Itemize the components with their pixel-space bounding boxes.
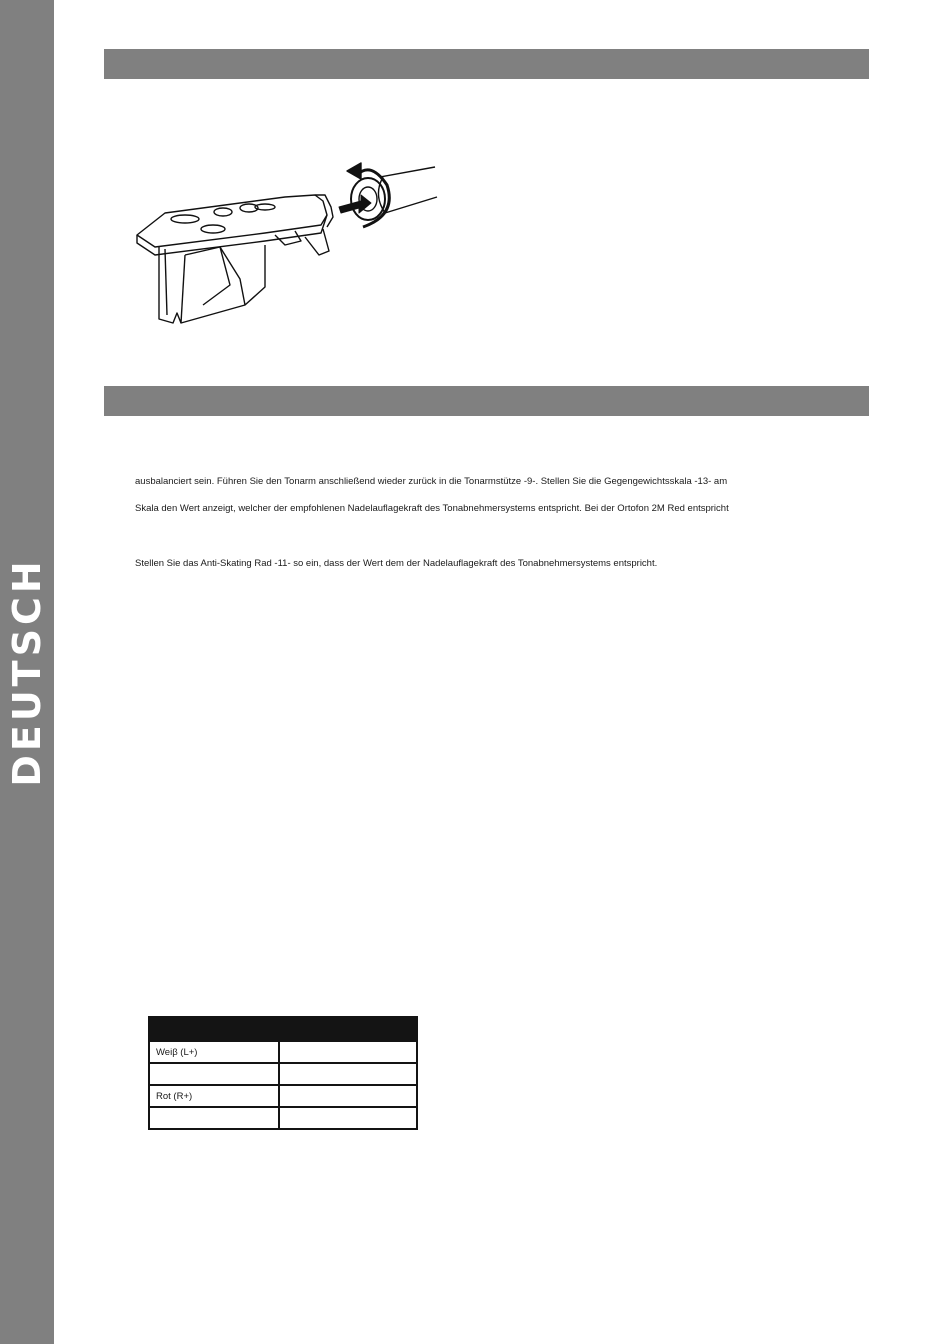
table-row [149,1107,417,1129]
language-side-tab [0,0,54,1344]
headshell-cartridge-mounting-icon [125,155,455,335]
table-cell [279,1063,417,1085]
table-cell [149,1063,279,1085]
table-row [149,1041,417,1063]
table-header-cell [279,1017,417,1041]
table-cell: Rot (R+) [149,1085,279,1107]
section-header-bar [104,49,869,79]
table-row [149,1063,417,1085]
instruction-paragraph: Skala den Wert anzeigt, welcher der empfohlenen Nadelauflagekraft des Tonabnehmersystems entspricht. Bei der Ortofon 2M Red entspricht [135,502,729,514]
language-label: DEUTSCH [5,557,49,787]
table-cell [149,1107,279,1129]
table-cell [279,1107,417,1129]
table-cell: Weiβ (L+) [149,1041,279,1063]
instruction-paragraph: ausbalanciert sein. Führen Sie den Tonarm anschließend wieder zurück in die Tonarmstütze -9-. Stellen Sie die Gegengewichtsskala -13- am [135,475,728,487]
table-cell [279,1085,417,1107]
table-header-row [149,1017,417,1041]
table-row [149,1085,417,1107]
section-header-bar [104,386,869,416]
instruction-paragraph: Stellen Sie das Anti-Skating Rad -11- so ein, dass der Wert dem der Nadelauflagekraft des Tonabnehmersystems entspricht. [135,557,658,569]
table-header-cell [149,1017,279,1041]
table-cell [279,1041,417,1063]
wire-color-table [148,1016,418,1130]
